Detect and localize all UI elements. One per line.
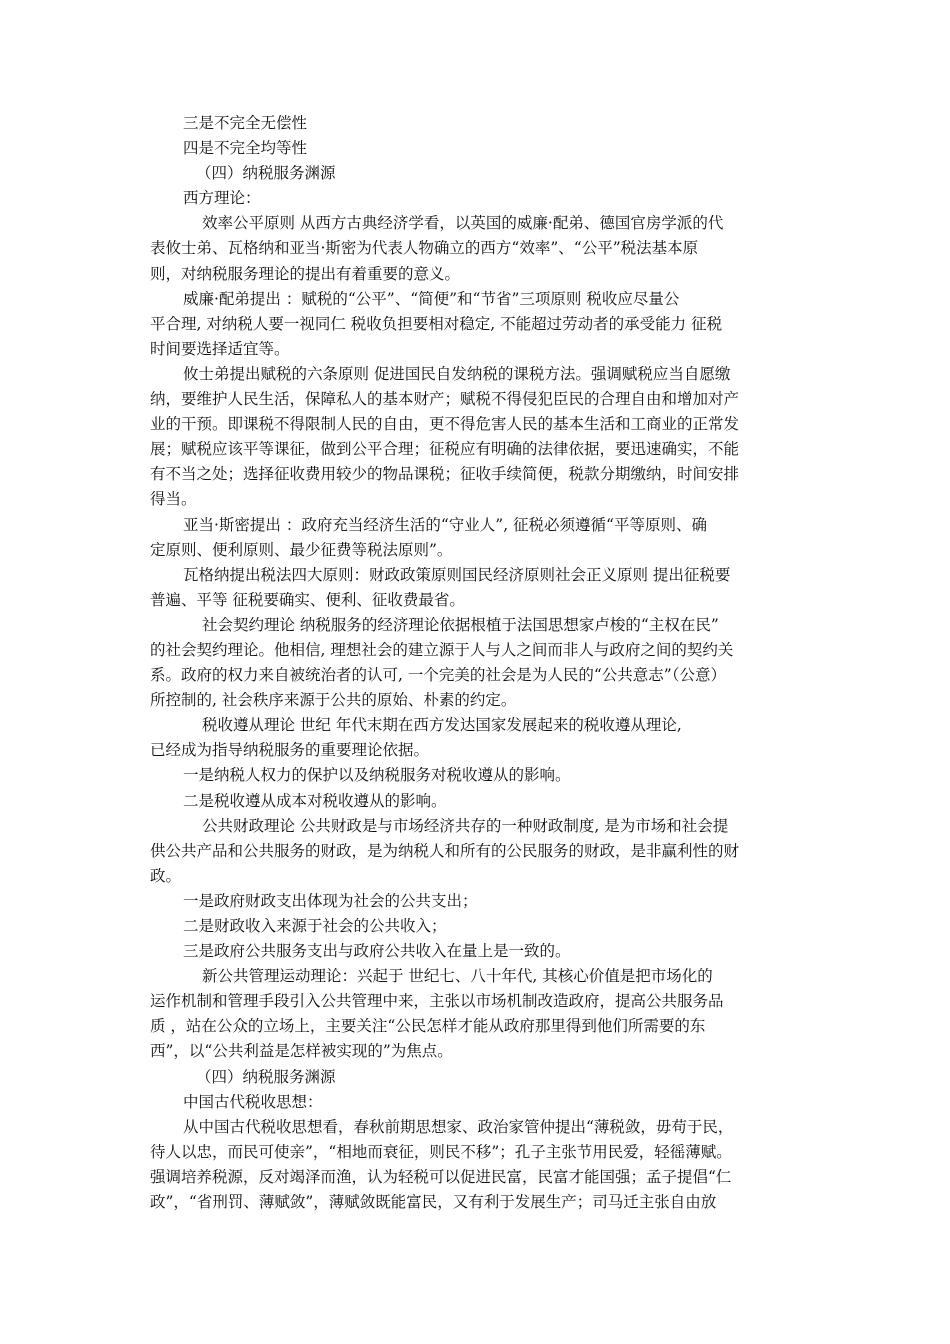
text-line: 平合理, 对纳税人要一视同仁 税收负担要相对稳定, 不能超过劳动者的承受能力 征税 [150,314,723,333]
text-line: 得当。 [150,490,197,509]
text-line: 亚当·斯密提出 ：政府充当经济生活的“守业人”, 征税必须遵循“平等原则、确 [183,515,707,534]
text-line: 纳，要维护人民生活，保障私人的基本财产；赋税不得侵犯臣民的合理自由和增加对产 [150,390,740,409]
text-line: 三是政府公共服务支出与政府公共收入在量上是一致的。 [183,942,571,961]
text-line: 政”，“省刑罚、薄赋敛”，薄赋敛既能富民，又有利于发展生产；司马迁主张自由放 [150,1193,717,1212]
text-line: 新公共管理运动理论：兴起于 世纪七、八十年代, 其核心价值是把市场化的 [202,967,713,986]
text-line: 则，对纳税服务理论的提出有着重要的意义。 [150,264,461,283]
text-line: 社会契约理论 纳税服务的经济理论依据根植于法国思想家卢梭的“主权在民” [202,615,719,634]
text-line: 供公共产品和公共服务的财政，是为纳税人和所有的公民服务的财政，是非赢利性的财 [150,841,740,860]
section-heading: （四）纳税服务渊源 [196,164,336,183]
section-heading: （四）纳税服务渊源 [196,1067,336,1086]
text-line: 中国古代税收思想： [183,1092,323,1111]
text-line: 质 ，站在公众的立场上，主要关注“公民怎样才能从政府那里得到他们所需要的东 [150,1017,706,1036]
text-line: 瓦格纳提出税法四大原则：财政政策原则国民经济原则社会正义原则 提出征税要 [183,565,731,584]
text-line: 强调培养税源，反对竭泽而渔，认为轻税可以促进民富，民富才能国强；孟子提倡“仁 [150,1167,732,1186]
text-line: 西”，以“公共利益是怎样被实现的”为焦点。 [150,1042,453,1061]
document-page [150,111,792,1215]
text-line: 威廉·配弟提出 ：赋税的“公平”、“简便”和“节省”三项原则 税收应尽量公 [183,289,680,308]
text-line: 一是政府财政支出体现为社会的公共支出； [183,891,478,910]
text-line: 定原则、便利原则、最少征费等税法原则”。 [150,540,453,559]
text-line: 待人以忠，而民可使亲”，“相地而衰征，则民不移”；孔子主张节用民爱，轻徭薄赋。 [150,1142,732,1161]
text-line: 有不当之处；选择征收费用较少的物品课税；征收手续简便，税款分期缴纳，时间安排 [150,465,740,484]
text-line: 所控制的, 社会秩序来源于公共的原始、朴素的约定。 [150,691,517,710]
text-line: 西方理论： [183,189,261,208]
text-line: 政。 [150,866,182,885]
text-line: 的社会契约理论。他相信, 理想社会的建立源于人与人之间而非人与政府之间的契约关 [150,640,734,659]
text-line: 已经成为指导纳税服务的重要理论依据。 [150,741,430,760]
text-line: 税收遵从理论 世纪 年代末期在西方发达国家发展起来的税收遵从理论, [202,716,682,735]
text-line: 展；赋税应该平等课征，做到公平合理；征税应有明确的法律依据，要迅速确实，不能 [150,440,740,459]
text-line: 二是税收遵从成本对税收遵从的影响。 [183,791,447,810]
text-line: 系。政府的权力来自被统治者的认可, 一个完美的社会是为人民的“公共意志”（公意） [150,666,726,685]
text-line: 攸士弟提出赋税的六条原则 促进国民自发纳税的课税方法。强调赋税应当自愿缴 [183,364,731,383]
text-line: 普遍、平等 征税要确实、便利、征收费最省。 [150,590,465,609]
text-line: 公共财政理论 公共财政是与市场经济共存的一种财政制度, 是为市场和社会提 [202,816,729,835]
text-line: 业的干预。即课税不得限制人民的自由，更不得危害人民的基本生活和工商业的正常发 [150,415,740,434]
text-line: 从中国古代税收思想看，春秋前期思想家、政治家管仲提出“薄税敛，毋苟于民， [183,1117,734,1136]
text-line: 运作机制和管理手段引入公共管理中来，主张以市场机制改造政府，提高公共服务品 [150,992,724,1011]
text-line: 一是纳税人权力的保护以及纳税服务对税收遵从的影响。 [183,766,571,785]
text-line: 二是财政收入来源于社会的公共收入； [183,917,447,935]
text-line: 时间要选择适宜等。 [150,339,290,358]
text-line: 三是不完全无偿性 [183,114,308,132]
text-line: 表攸士弟、瓦格纳和亚当·斯密为代表人物确立的西方“效率”、“公平”税法基本原 [150,239,699,258]
text-line: 四是不完全均等性 [183,139,308,158]
text-line: 效率公平原则 从西方古典经济学看，以英国的威廉·配弟、德国官房学派的代 [202,214,724,233]
